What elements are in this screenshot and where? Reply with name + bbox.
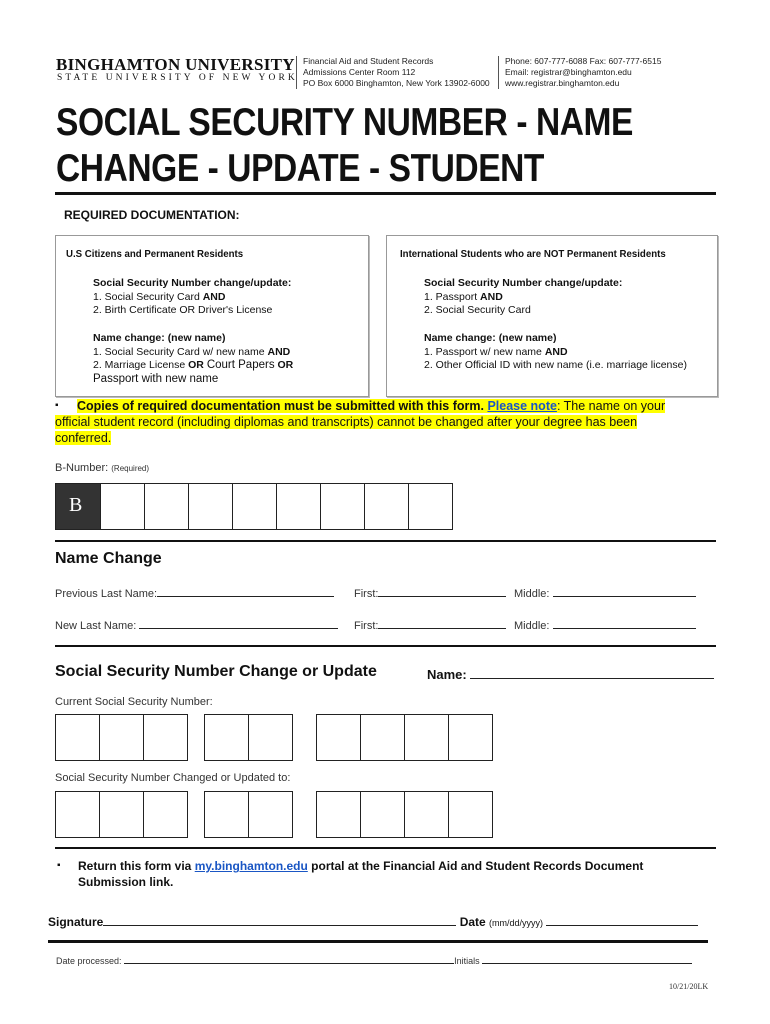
previous-last-name-label: Previous Last Name: [55,588,158,600]
portal-link[interactable]: my.binghamton.edu [194,859,308,873]
ssn-digit-cell[interactable] [205,715,249,761]
us-ssn-requirements [93,277,291,318]
required-tag: (Required) [111,464,150,473]
ssn-section-heading: Social Security Number Change or Update [55,663,377,680]
date-processed-label: Date processed: [56,956,122,966]
current-ssn-label: Current Social Security Number: [55,696,213,708]
new-first-name-field[interactable] [378,617,506,629]
new-last-name-label: New Last Name: [55,620,137,632]
us-name-item: 2. Marriage License [93,359,186,371]
and-keyword: AND [480,290,503,303]
bnumber-digit-cell[interactable] [365,484,409,530]
date-label: Date [459,915,486,929]
bnumber-digit-cell[interactable] [277,484,321,530]
return-part2: portal at the Financial Aid and Student Records Document Submission link. [78,859,644,889]
us-citizens-box [55,235,369,397]
return-part1: Return this form via [78,859,192,873]
bullet-icon: ▪ [55,400,59,411]
bnumber-digit-cell[interactable] [101,484,145,530]
us-ssn-item: 1. Social Security Card [93,290,200,303]
ssn-digit-cell[interactable] [100,792,144,838]
previous-first-row [354,585,506,600]
initials-label: Initials [454,956,480,966]
university-logo-name: BINGHAMTON UNIVERSITY [56,55,295,74]
middle-name-label: Middle: [514,588,550,600]
intl-ssn-item: 2. Social Security Card [424,304,531,316]
contact-line: Email: registrar@binghamton.edu [505,67,632,77]
ssn-digit-cell[interactable] [144,715,188,761]
ssn-name-field[interactable] [470,666,714,679]
ssn-digit-cell[interactable] [205,792,249,838]
date-processed-field[interactable] [124,954,454,964]
ssn-digit-cell[interactable] [56,715,100,761]
new-first-row [354,617,506,632]
changed-ssn-area [55,791,188,838]
new-middle-name-field[interactable] [553,617,696,629]
bnumber-label-text: B-Number: [55,462,109,474]
section-divider [55,645,716,647]
intl-name-requirements [424,332,687,373]
title-divider [55,192,716,195]
ssn-digit-cell[interactable] [100,715,144,761]
ssn-digit-cell[interactable] [361,715,405,761]
first-name-label: First: [354,620,379,632]
bullet-icon: ▪ [57,860,61,871]
intl-name-item: 2. Other Official ID with new name (i.e. marriage license) [424,359,687,371]
and-keyword: AND [267,345,291,358]
current-ssn-serial [316,714,493,761]
office-line: Admissions Center Room 112 [303,67,416,77]
contact-line: Phone: 607-777-6088 Fax: 607-777-6515 [505,56,662,66]
and-keyword: AND [544,345,568,358]
office-use-row [56,954,692,966]
documentation-note [55,398,695,446]
form-revision-code: 10/21/20LK [669,982,709,991]
ssn-name-row [427,666,714,682]
us-name-item: Passport with new name [93,372,219,385]
bnumber-prefix: B [56,484,101,530]
or-keyword: OR [277,359,294,371]
title-line: CHANGE - UPDATE - STUDENT [56,147,544,190]
new-name-row [55,617,338,632]
bnumber-digit-cell[interactable] [409,484,453,530]
us-ssn-heading: Social Security Number change/update: [93,277,292,289]
ssn-digit-cell[interactable] [405,715,449,761]
international-students-box [386,235,718,397]
note-part2: : The name on your official student record (including diplomas and transcripts) cannot be changed after your degree has been conferred. [55,399,666,445]
required-doc-heading: REQUIRED DOCUMENTATION: [64,208,240,222]
intl-ssn-heading: Social Security Number change/update: [424,277,623,289]
us-name-requirements [93,332,293,386]
changed-ssn-label: Social Security Number Changed or Updated to: [55,772,291,784]
signature-row [48,913,698,929]
middle-name-label: Middle: [514,620,550,632]
us-name-heading: Name change: (new name) [93,332,226,344]
ssn-digit-cell[interactable] [317,792,361,838]
changed-ssn-group [204,791,293,838]
us-name-item: 1. Social Security Card w/ new name [93,345,265,358]
changed-ssn-serial [316,791,493,838]
intl-ssn-item: 1. Passport [424,290,478,303]
date-format-hint: (mm/dd/yyyy) [489,918,544,928]
return-instructions [78,858,698,890]
signature-field[interactable] [103,913,456,926]
initials-field[interactable] [482,954,692,964]
bnumber-digit-cell[interactable] [145,484,189,530]
ssn-digit-cell[interactable] [449,792,493,838]
ssn-digit-cell[interactable] [317,715,361,761]
office-address [296,56,490,89]
ssn-digit-cell[interactable] [56,792,100,838]
office-line: PO Box 6000 Binghamton, New York 13902-6000 [303,78,490,88]
previous-last-name-field[interactable] [157,585,334,597]
ssn-digit-cell[interactable] [144,792,188,838]
current-ssn-area [55,714,188,761]
ssn-name-label: Name: [427,667,467,682]
intl-name-heading: Name change: (new name) [424,332,557,344]
office-line: Financial Aid and Student Records [303,56,434,66]
section-divider [55,540,716,542]
previous-middle-row [514,585,696,600]
us-ssn-item: 2. Birth Certificate OR Driver's License [93,304,273,316]
and-keyword: AND [202,290,226,303]
previous-middle-name-field[interactable] [553,585,696,597]
university-logo-subtitle: STATE UNIVERSITY OF NEW YORK [57,73,298,83]
section-divider [48,940,708,943]
date-field[interactable] [546,913,698,926]
first-name-label: First: [354,588,379,600]
note-part1: Copies of required documentation must be submitted with this form. [77,399,484,413]
us-name-item: Court Papers [206,359,275,371]
previous-first-name-field[interactable] [378,585,506,597]
previous-name-row [55,585,334,600]
bnumber-grid [55,483,453,530]
bnumber-digit-cell[interactable] [233,484,277,530]
title-line: SOCIAL SECURITY NUMBER - NAME [56,101,634,144]
ssn-digit-cell[interactable] [249,792,293,838]
current-ssn-group [204,714,293,761]
signature-label: Signature [48,915,104,929]
bnumber-digit-cell[interactable] [321,484,365,530]
ssn-digit-cell[interactable] [249,715,293,761]
new-last-name-field[interactable] [139,617,338,629]
section-divider [55,847,716,849]
ssn-digit-cell[interactable] [361,792,405,838]
or-keyword: OR [188,359,204,371]
new-middle-row [514,617,696,632]
ssn-digit-cell[interactable] [449,715,493,761]
please-note-label: Please note [487,399,557,413]
intl-name-item: 1. Passport w/ new name [424,345,542,358]
us-box-heading: U.S Citizens and Permanent Residents [66,248,244,260]
office-contact [498,56,661,89]
bnumber-label [55,462,149,474]
intl-ssn-requirements [424,277,622,318]
contact-line: www.registrar.binghamton.edu [505,78,620,88]
page-title [56,100,633,192]
bnumber-digit-cell[interactable] [189,484,233,530]
ssn-digit-cell[interactable] [405,792,449,838]
name-change-heading: Name Change [55,550,162,567]
intl-box-heading: International Students who are NOT Permanent Residents [400,248,666,260]
